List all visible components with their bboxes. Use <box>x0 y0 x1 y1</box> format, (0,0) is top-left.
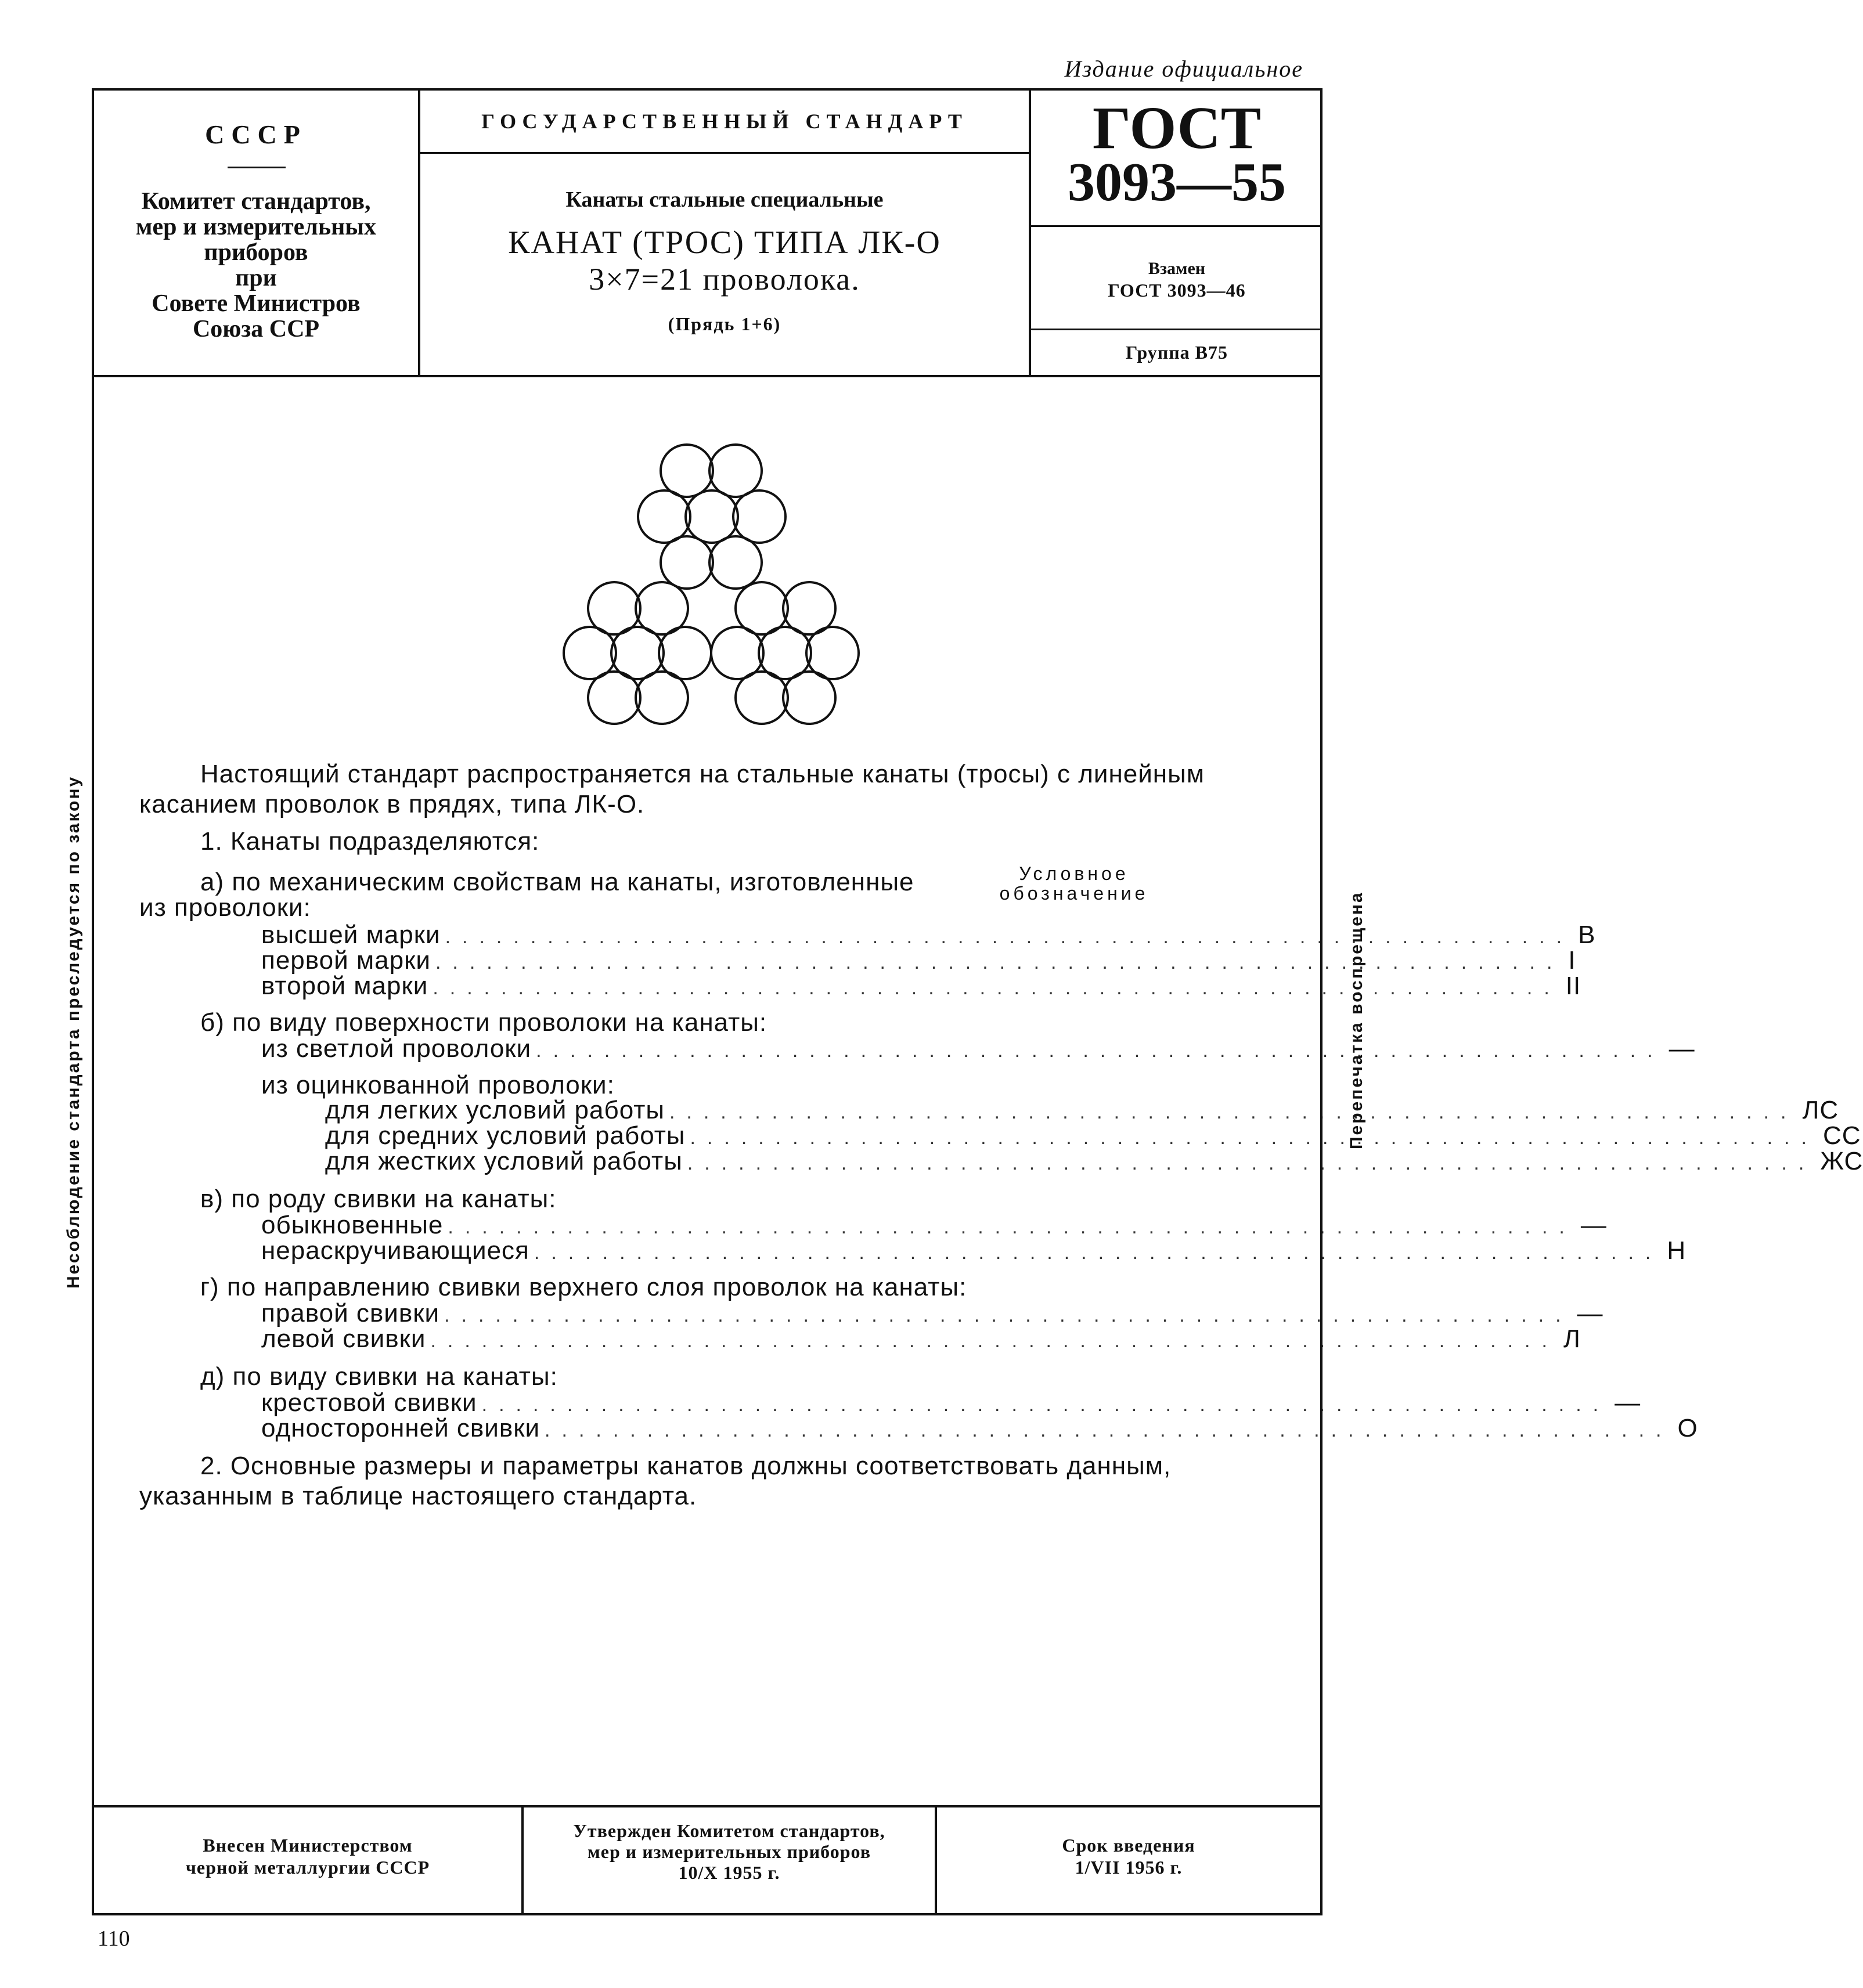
replaces-value: ГОСТ 3093—46 <box>1108 280 1246 301</box>
code-header-line: Условное <box>1019 863 1129 884</box>
dot-leader: .................................................................. <box>433 977 1561 999</box>
list-item-non-spinning <box>261 1236 1687 1266</box>
wire-circle <box>709 445 762 497</box>
approved-by <box>524 1820 935 1883</box>
item-label: первой марки <box>261 946 431 975</box>
section-a-heading: а) по механическим свойствам на канаты, изготовленные <box>200 868 914 896</box>
standard-header: ГОСУДАРСТВЕННЫЙ СТАНДАРТ <box>481 110 968 133</box>
list-item-lang-lay <box>261 1414 1698 1444</box>
list-item-left-lay <box>261 1325 1581 1354</box>
footer-line: 1/VII 1956 г. <box>1075 1857 1183 1878</box>
side-note-right: Перепечатка воспрещена <box>1347 891 1366 1149</box>
item-label: для легких условий работы <box>325 1096 665 1124</box>
galvanized-heading: из оцинкованной проволоки: <box>261 1071 615 1099</box>
wire-circle <box>661 536 713 589</box>
header-middle-rule <box>419 152 1029 154</box>
committee-line: Совете Министров <box>152 290 361 317</box>
standard-title-1: КАНАТ (ТРОС) ТИПА ЛК-О <box>508 225 941 261</box>
footer-top-rule <box>92 1805 1323 1807</box>
gost-label: ГОСТ <box>1092 95 1262 161</box>
footer-line: мер и измерительных приборов <box>587 1841 871 1862</box>
standard-title-2: 3×7=21 проволока. <box>589 262 860 297</box>
replaces-label: Взамен <box>1148 259 1206 278</box>
item-code: О <box>1677 1414 1698 1442</box>
item-code: — <box>1669 1034 1695 1063</box>
item-label: для средних условий работы <box>325 1121 686 1150</box>
committee-line: Союза ССР <box>192 316 320 342</box>
intro-line-2: касанием проволок в прядях, типа ЛК-О. <box>139 790 645 818</box>
header-right-rule-2 <box>1030 329 1323 330</box>
item-code: Н <box>1667 1236 1687 1265</box>
list-item-light-wire <box>261 1034 1695 1064</box>
item-code: Л <box>1563 1325 1581 1353</box>
dot-leader: .................................................................. <box>444 1304 1573 1326</box>
page-frame-left <box>92 88 94 1915</box>
country-label: СССР <box>205 120 307 149</box>
item-code: — <box>1580 1211 1607 1239</box>
dot-leader: .................................................................. <box>445 926 1574 948</box>
committee-block <box>94 189 418 342</box>
left-strand <box>564 582 711 724</box>
wire-circle <box>783 672 835 724</box>
edition-note: Издание официальное <box>1064 56 1303 82</box>
effective-date <box>937 1834 1320 1878</box>
gost-number: 3093—55 <box>1068 152 1286 212</box>
item-label: крестовой свивки <box>261 1388 477 1417</box>
item-label: высшей марки <box>261 921 441 949</box>
header-top-rule <box>92 88 1323 91</box>
section-e-heading: д) по виду свивки на канаты: <box>200 1362 558 1391</box>
header-right-rule-1 <box>1030 225 1323 227</box>
section-b-heading: б) по виду поверхности проволоки на канаты: <box>200 1008 767 1037</box>
wire-circle <box>686 490 738 543</box>
dot-leader: .................................................................. <box>669 1101 1798 1123</box>
committee-line: мер и измерительных <box>135 214 377 240</box>
right-strand <box>711 582 859 724</box>
standard-subtitle: Канаты стальные специальные <box>565 187 884 212</box>
country-underline <box>228 167 286 168</box>
item-label: для жестких условий работы <box>325 1147 683 1175</box>
dot-leader: .................................................................. <box>534 1242 1663 1264</box>
wire-circle <box>733 490 785 543</box>
wire-circle <box>661 445 713 497</box>
item-label: второй марки <box>261 972 428 1000</box>
dot-leader: .................................................................. <box>448 1216 1576 1238</box>
item-code: II <box>1565 972 1581 1000</box>
wire-circle <box>636 672 688 724</box>
dot-leader: .................................................................. <box>536 1040 1664 1062</box>
item-code: СС <box>1822 1121 1861 1150</box>
footer-line: Срок введения <box>1062 1835 1195 1856</box>
footer-line: черной металлургии СССР <box>185 1857 430 1878</box>
item-2-line-2: указанным в таблице настоящего стандарта. <box>139 1482 697 1510</box>
list-item-grade-second <box>261 972 1581 1001</box>
section-a-heading-cont: из проволоки: <box>139 893 311 922</box>
dot-leader: .................................................................. <box>435 951 1564 973</box>
wire-circle <box>588 672 640 724</box>
item-code: — <box>1577 1299 1603 1327</box>
dot-leader: .................................................................. <box>690 1127 1818 1149</box>
section-d-heading: г) по направлению свивки верхнего слоя проволок на канаты: <box>200 1273 967 1301</box>
list-item-galv-hard <box>325 1147 1863 1177</box>
item-label: нераскручивающиеся <box>261 1236 529 1265</box>
item-label: обыкновенные <box>261 1211 444 1239</box>
item-label: из светлой проволоки <box>261 1034 532 1063</box>
page-frame-right <box>1320 88 1323 1915</box>
item-1-heading: 1. Канаты подразделяются: <box>200 827 540 856</box>
side-note-left: Несоблюдение стандарта преследуется по закону <box>64 775 83 1289</box>
introduced-by <box>94 1834 521 1878</box>
item-2-line-1: 2. Основные размеры и параметры канатов должны соответствовать данным, <box>200 1452 1172 1480</box>
code-column-header <box>964 864 1184 903</box>
item-label: односторонней свивки <box>261 1414 540 1442</box>
wire-circle <box>736 672 788 724</box>
footer-line: Внесен Министерством <box>203 1835 413 1856</box>
wire-circle <box>709 536 762 589</box>
item-code: В <box>1578 921 1596 949</box>
header-bottom-rule <box>92 375 1323 377</box>
footer-bottom-rule <box>92 1913 1323 1915</box>
page-number: 110 <box>98 1926 130 1951</box>
intro-line-1: Настоящий стандарт распространяется на стальные канаты (тросы) с линейным <box>200 760 1205 788</box>
item-label: левой свивки <box>261 1325 426 1353</box>
committee-line: Комитет стандартов, <box>141 188 371 215</box>
item-code: I <box>1568 946 1576 975</box>
dot-leader: .................................................................. <box>687 1152 1816 1174</box>
dot-leader: .................................................................. <box>481 1394 1610 1416</box>
item-code: ЖС <box>1820 1147 1863 1175</box>
footer-line: 10/X 1955 г. <box>678 1862 780 1883</box>
code-header-line: обозначение <box>999 883 1149 904</box>
item-code: — <box>1615 1388 1641 1417</box>
committee-line: при <box>235 265 277 291</box>
rope-cross-section-diagram <box>522 430 871 731</box>
item-label: правой свивки <box>261 1299 440 1327</box>
dot-leader: .................................................................. <box>545 1419 1673 1441</box>
footer-line: Утвержден Комитетом стандартов, <box>573 1820 885 1841</box>
dot-leader: .................................................................. <box>430 1330 1559 1352</box>
top-strand <box>638 445 785 589</box>
item-code: ЛС <box>1802 1096 1839 1124</box>
committee-line: приборов <box>204 239 308 266</box>
section-c-heading: в) по роду свивки на канаты: <box>200 1185 557 1213</box>
wire-circle <box>638 490 690 543</box>
group-label: Группа В75 <box>1126 342 1228 363</box>
strand-label: (Прядь 1+6) <box>668 313 781 334</box>
